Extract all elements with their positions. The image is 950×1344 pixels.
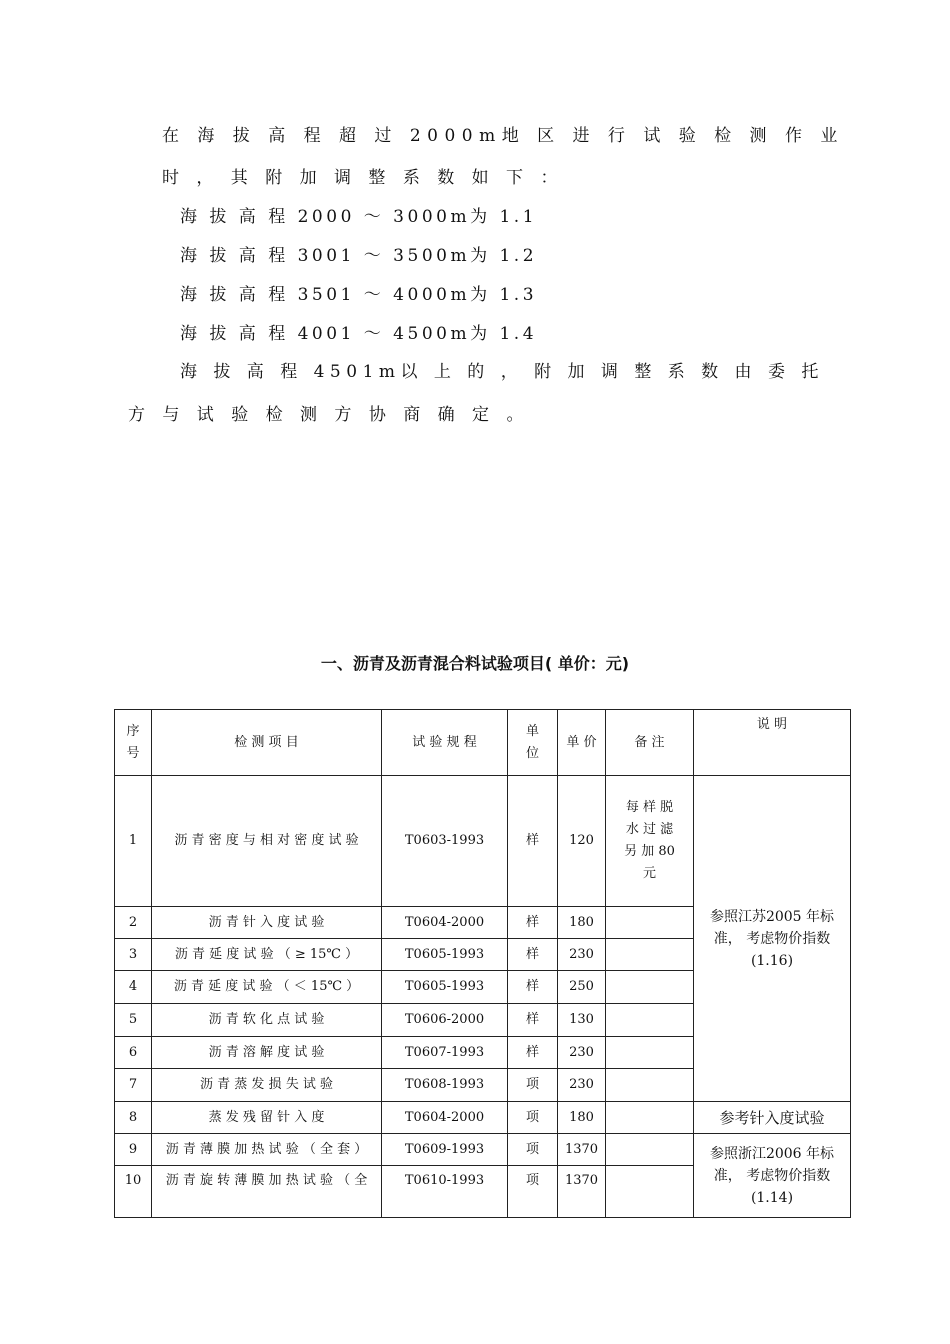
- cell-note: [606, 1069, 694, 1102]
- cell-price: 180: [558, 1102, 606, 1134]
- cell-seq: 2: [115, 907, 152, 939]
- cell-note: [606, 1134, 694, 1166]
- cell-price: 230: [558, 1037, 606, 1069]
- altitude-item: 海 拔 高 程 4001 ～ 4500m为 1.4: [180, 324, 538, 344]
- cell-unit: 样: [508, 971, 558, 1004]
- cell-item: 蒸 发 残 留 针 入 度: [152, 1102, 382, 1134]
- header-unit: 单 位: [508, 710, 558, 776]
- cell-spec: T0604-2000: [382, 1102, 508, 1134]
- section-title: 一、沥青及沥青混合料试验项目( 单价：元): [320, 654, 630, 673]
- header-item: 检 测 项 目: [152, 710, 382, 776]
- cell-item: 沥 青 针 入 度 试 验: [152, 907, 382, 939]
- header-note: 备 注: [606, 710, 694, 776]
- cell-spec: T0607-1993: [382, 1037, 508, 1069]
- header-spec: 试 验 规 程: [382, 710, 508, 776]
- cell-item: 沥 青 延 度 试 验 （ ≥ 15℃ ）: [152, 939, 382, 971]
- cell-seq: 1: [115, 776, 152, 907]
- header-price: 单 价: [558, 710, 606, 776]
- cell-unit: 样: [508, 1004, 558, 1037]
- cell-item: 沥 青 溶 解 度 试 验: [152, 1037, 382, 1069]
- intro-line-2: 时 ， 其 附 加 调 整 系 数 如 下 ：: [162, 168, 564, 188]
- cell-remark-group-1: 参照江苏2005 年标 准， 考虑物价指数 (1.16): [694, 776, 851, 1102]
- cell-item: 沥 青 薄 膜 加 热 试 验 （ 全 套 ）: [152, 1134, 382, 1166]
- cell-seq: 3: [115, 939, 152, 971]
- cell-price: 1370: [558, 1134, 606, 1166]
- cell-unit: 样: [508, 939, 558, 971]
- cell-unit: 项: [508, 1166, 558, 1218]
- cell-spec: T0603-1993: [382, 776, 508, 907]
- altitude-item: 海 拔 高 程 3501 ～ 4000m为 1.3: [180, 285, 538, 305]
- altitude-item: 海 拔 高 程 3001 ～ 3500m为 1.2: [180, 246, 538, 266]
- table-row: [115, 1102, 851, 1134]
- cell-seq: 5: [115, 1004, 152, 1037]
- test-items-table: [114, 709, 851, 1218]
- cell-unit: 样: [508, 907, 558, 939]
- cell-spec: T0608-1993: [382, 1069, 508, 1102]
- cell-spec: T0610-1993: [382, 1166, 508, 1218]
- cell-seq: 4: [115, 971, 152, 1004]
- cell-seq: 8: [115, 1102, 152, 1134]
- cell-price: 130: [558, 1004, 606, 1037]
- cell-price: 250: [558, 971, 606, 1004]
- cell-unit: 项: [508, 1134, 558, 1166]
- cell-seq: 6: [115, 1037, 152, 1069]
- cell-note: [606, 971, 694, 1004]
- cell-spec: T0609-1993: [382, 1134, 508, 1166]
- header-seq: 序 号: [115, 710, 152, 776]
- cell-remark-group-2: 参考针入度试验: [694, 1102, 851, 1134]
- cell-price: 180: [558, 907, 606, 939]
- cell-spec: T0605-1993: [382, 939, 508, 971]
- cell-item: 沥 青 旋 转 薄 膜 加 热 试 验 （ 全: [152, 1166, 382, 1218]
- cell-unit: 样: [508, 1037, 558, 1069]
- cell-item: 沥 青 软 化 点 试 验: [152, 1004, 382, 1037]
- intro-line-1: 在 海 拔 高 程 超 过 2000m地 区 进 行 试 验 检 测 作 业: [162, 126, 844, 146]
- cell-seq: 10: [115, 1166, 152, 1218]
- cell-price: 230: [558, 939, 606, 971]
- cell-note: 每 样 脱 水 过 滤 另 加 80 元: [606, 776, 694, 907]
- cell-item: 沥 青 密 度 与 相 对 密 度 试 验: [152, 776, 382, 907]
- cell-price: 120: [558, 776, 606, 907]
- cell-seq: 9: [115, 1134, 152, 1166]
- intro-line-last-2: 方 与 试 验 检 测 方 协 商 确 定 。: [128, 405, 530, 425]
- cell-item: 沥 青 延 度 试 验 （ ＜ 15℃ ）: [152, 971, 382, 1004]
- cell-note: [606, 1037, 694, 1069]
- intro-line-last-1: 海 拔 高 程 4501m以 上 的 ， 附 加 调 整 系 数 由 委 托: [180, 362, 824, 382]
- cell-note: [606, 1004, 694, 1037]
- cell-price: 1370: [558, 1166, 606, 1218]
- cell-note: [606, 907, 694, 939]
- cell-spec: T0604-2000: [382, 907, 508, 939]
- cell-note: [606, 1102, 694, 1134]
- cell-remark-group-3: 参照浙江2006 年标 准， 考虑物价指数 (1.14): [694, 1134, 851, 1218]
- cell-item: 沥 青 蒸 发 损 失 试 验: [152, 1069, 382, 1102]
- table-row: [115, 1134, 851, 1166]
- cell-note: [606, 939, 694, 971]
- cell-unit: 项: [508, 1102, 558, 1134]
- cell-spec: T0605-1993: [382, 971, 508, 1004]
- cell-unit: 项: [508, 1069, 558, 1102]
- altitude-item: 海 拔 高 程 2000 ～ 3000m为 1.1: [180, 207, 538, 227]
- table-row: [115, 776, 851, 907]
- cell-note: [606, 1166, 694, 1218]
- cell-spec: T0606-2000: [382, 1004, 508, 1037]
- table-header-row: [115, 710, 851, 776]
- header-remark: 说 明: [694, 710, 851, 776]
- cell-price: 230: [558, 1069, 606, 1102]
- cell-unit: 样: [508, 776, 558, 907]
- cell-seq: 7: [115, 1069, 152, 1102]
